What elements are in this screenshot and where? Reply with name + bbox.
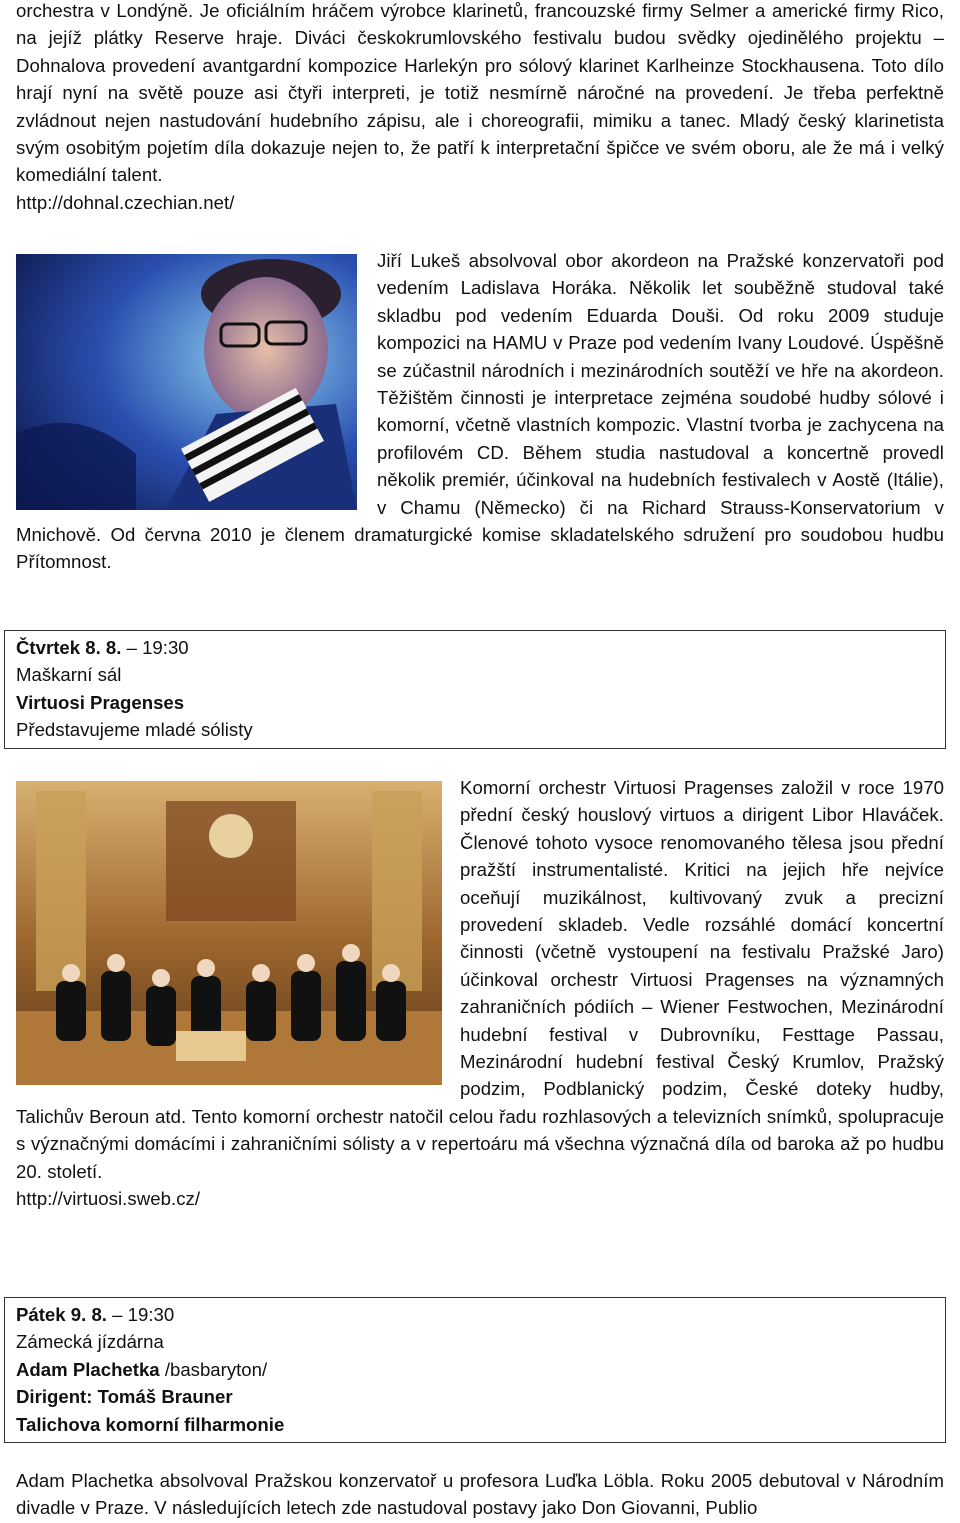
- event-box-friday: [4, 1297, 946, 1443]
- lukes-section: [16, 247, 944, 576]
- plachetka-section: [16, 1467, 944, 1522]
- event2-time: – 19:30: [106, 1304, 175, 1325]
- virtuosi-section: [16, 774, 944, 1213]
- intro-section: [16, 0, 944, 216]
- virtuosi-paragraph: Komorní orchestr Virtuosi Pragenses založil v roce 1970 přední český houslový virtuos a dirigent Libor Hlaváček. Členové tohoto vysoce renomovaného tělesa jsou přední pražští instrumentalisté. Kritici na jejich hře nejvíce oceňují muzikálnost, kultivovaný zvuk a precizní provedení skladeb. Vedle rozsáhlé domácí koncertní činnosti (včetně vystoupení na festivalu Pražské Jaro) účinkoval orchestr Virtuosi Pragenses na významných zahraničních pódiích – Wiener Festwochen, Mezinárodní hudební festival v Dubrovníku, Festtage Passau, Mezinárodní hudební festival Český Krumlov, Pražský podzim, Podblanický podzim, České doteky hudby, Talichův Beroun atd. Tento komorní orchestr natočil celou řadu rozhlasových a televizních snímků, spolupracuje s význačnými domácími i zahraničními sólisty a v repertoáru má všechna význačná díla od baroka až po hudbu 20. století.: [16, 777, 944, 1182]
- plachetka-paragraph: Adam Plachetka absolvoval Pražskou konzervatoř u profesora Luďka Löbla. Roku 2005 debutoval v Národním divadle v Praze. V následujících letech zde nastudoval postavy jako Don Giovanni, Publio: [16, 1470, 944, 1519]
- event2-conductor: Dirigent: Tomáš Brauner: [16, 1386, 233, 1408]
- event1-venue: Maškarní sál: [16, 664, 122, 686]
- virtuosi-url[interactable]: http://virtuosi.sweb.cz/: [16, 1188, 201, 1210]
- accordionist-image: [16, 254, 357, 510]
- orchestra-image: [16, 781, 442, 1085]
- event1-time: – 19:30: [121, 637, 189, 658]
- event2-performer-role: /basbaryton/: [159, 1358, 268, 1380]
- event2-day: Pátek 9. 8.: [16, 1304, 107, 1325]
- event1-title: Virtuosi Pragenses: [16, 691, 185, 713]
- virtuosi-photo: [16, 781, 442, 1085]
- event-box-thursday: [4, 630, 946, 749]
- event2-performer: Adam Plachetka: [16, 1358, 160, 1380]
- intro-paragraph: orchestra v Londýně. Je oficiálním hráčem výrobce klarinetů, francouzské firmy Selmer a americké firmy Rico, na jejíž plátky Reserve hraje. Diváci českokrumlovského festivalu budou svědky ojedinělého projektu – Dohnalova provedení avantgardní kompozice Harlekýn pro sólový klarinet Karlheinze Stockhausena. Toto dílo hrají nyní na světě pouze asi čtyři interpreti, je totiž nesmírně náročné na provedení. Je třeba perfektně zvládnout nejen nastudování hudebního zápisu, ale i choreografii, mimiku a tanec. Mladý český klarinetista svým osobitým pojetím díla dokazuje nejen to, že patří k interpretační špičce ve svém oboru, ale že má i velký komediální talent.: [16, 0, 944, 186]
- lukes-paragraph: Jiří Lukeš absolvoval obor akordeon na Pražské konzervatoři pod vedením Ladislava Horáka. Několik let souběžně studoval také skladbu pod vedením Eduarda Douši. Od roku 2009 studuje kompozici na HAMU v Praze pod vedením Ivany Loudové. Úspěšně se zúčastnil národních i mezinárodních soutěží ve hře na akordeon. Těžištěm činnosti je interpretace zejména soudobé hudby sólové i komorní, včetně vlastních kompozic. Vlastní tvorba je zachycena na profilovém CD. Během studia nastudoval a koncertně provedl několik premiér, účinkoval na hudebních festivalech v Aostě (Itálie), v Chamu (Německo) či na Richard Strauss-Konservatorium v Mnichově. Od června 2010 je členem dramaturgické komise skladatelského sdružení pro soudobou hudbu Přítomnost.: [16, 250, 944, 573]
- lukes-photo: [16, 254, 357, 510]
- event2-orchestra: Talichova komorní filharmonie: [16, 1413, 285, 1435]
- event1-day: Čtvrtek 8. 8.: [16, 637, 122, 658]
- event1-subtitle: Představujeme mladé sólisty: [16, 719, 253, 741]
- dohnal-url[interactable]: http://dohnal.czechian.net/: [16, 191, 235, 213]
- event2-venue: Zámecká jízdárna: [16, 1331, 164, 1353]
